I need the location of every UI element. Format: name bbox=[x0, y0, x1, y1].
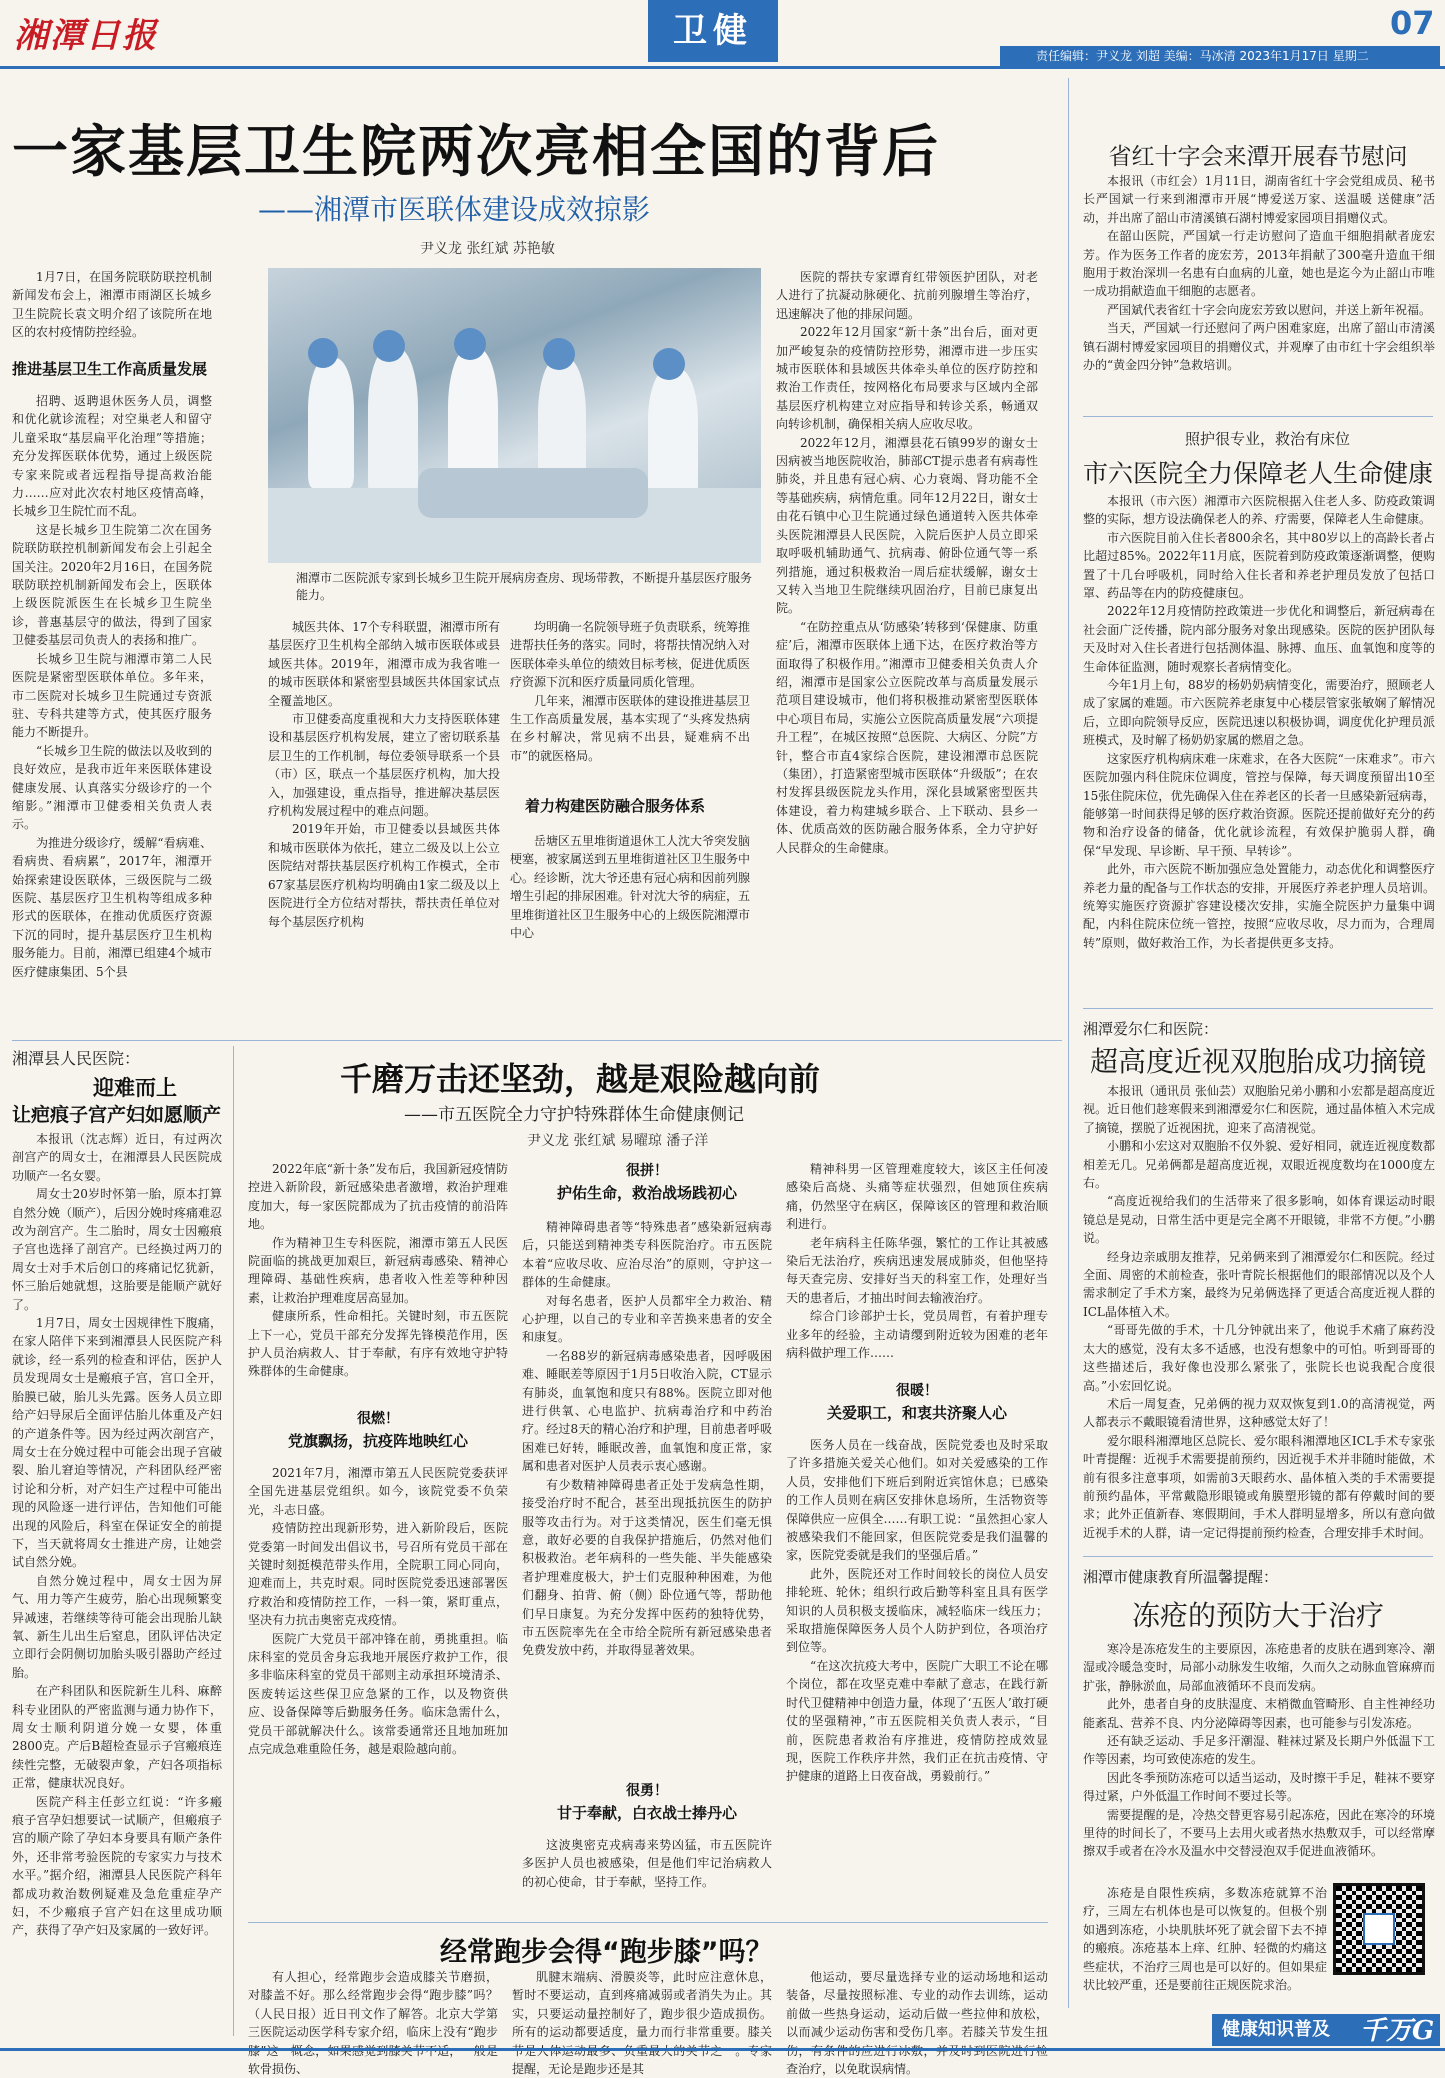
paragraph: 还有缺乏运动、手足多汗潮湿、鞋袜过紧及长期户外低温下工作等因素，均可致使冻疮的发生。 bbox=[1083, 1734, 1435, 1767]
middle-lower-heading-3: 甘于奉献，白衣战士捧丹心 bbox=[556, 1804, 737, 1822]
right-article-4-kicker: 湘潭市健康教育所温馨提醒： bbox=[1083, 1568, 1279, 1586]
paragraph: 老年病科主任陈华强，繁忙的工作让其被感染后无法治疗，疾病迅速发展成肺炎，但他坚持每天查完房、安排好当天的科室工作，处理好当天的患者后，才抽出时间去输液治疗。 bbox=[786, 1235, 1048, 1305]
middle-lower-emph-4: 很暖！ bbox=[896, 1383, 938, 1399]
lead-section-heading-1: 推进基层卫生工作高质量发展 bbox=[12, 360, 208, 378]
qr-code-center-logo bbox=[1363, 1913, 1395, 1945]
paragraph: 他运动，要尽量选择专业的运动场地和运动装备，尽量按照标准、专业的动作去训练，运动前做一些热身运动，运动后做一些拉伸和放松，以而减少运动伤害和受伤几率。若膝关节发生扭 查治疗，以免耽误病情。 bbox=[786, 1970, 1048, 2077]
paragraph: 长城乡卫生院与湘潭市第二人民医院是紧密型医联体单位。多年来，市二医院对长城乡卫生院通过专资派驻、专科共建等方式，使其医疗服务能力不断提升。 bbox=[12, 651, 212, 740]
paragraph: 一名88岁的新冠病毒感染患者，因呼吸困难、睡眠差等原因于1月5日收治入院，CT显示有肺炎，血氧饱和度只有88%。医院立即对他进行供氧、心电监护、抗病毒治疗和中药治疗。经过8天的精心治疗和护理，目前患者呼吸困难已好转，睡眠改善，血氧饱和度正常，家属和患者对医护人员表示衷心感谢。 bbox=[522, 1348, 772, 1474]
middle-lower-subtitle: ——市五医院全力守护特殊群体生命健康侧记 bbox=[404, 1105, 744, 1125]
paragraph: 这家医疗机构病床难一床难求，在各大医院“一床难求”。市六医院加强内科住院床位调度，管控与保障，每天调度预留出10至15张住院床位，优先确保入住在养老区的长者一旦感染新冠病毒，能够第一时间获得足够的医疗救治资源。医院还提前做好充分的药物和治疗设备的储备，优化就诊流程，有效保护脆弱人群，确保“早发现、早诊断、早干预、早转诊”。 bbox=[1083, 751, 1435, 858]
column-divider bbox=[1068, 78, 1069, 2008]
paragraph: 此外，患者自身的皮肤湿度、末梢微血管畸形、自主性神经功能紊乱、营养不良、内分泌障碍等因素，也可能参与引发冻疮。 bbox=[1083, 1697, 1435, 1730]
top-rule bbox=[0, 66, 1445, 69]
lead-subtitle: ——湘潭市医联体建设成效掠影 bbox=[258, 193, 651, 226]
left-lower-title-2: 让疤痕子宫产妇如愿顺产 bbox=[12, 1104, 222, 1126]
paragraph: “长城乡卫生院的做法以及收到的良好效应，是我市近年来医联体建设健康发展、认真落实分级诊疗的一个缩影。”湘潭市卫健委相关负责人表示。 bbox=[12, 743, 212, 832]
right-article-1-title: 省红十字会来潭开展春节慰问 bbox=[1108, 144, 1408, 170]
bottom-article-title: 经常跑步会得“跑步膝”吗？ bbox=[440, 1937, 773, 1968]
right-article-4-body-b bbox=[1083, 1884, 1327, 2010]
paragraph: 医院的帮扶专家谭育红带领医护团队，对老人进行了抗凝动脉硬化、抗前列腺增生等治疗，迅速解决了他的排尿问题。 bbox=[776, 270, 1038, 321]
right-article-2-body bbox=[1083, 492, 1435, 1004]
lead-column-1 bbox=[12, 268, 212, 338]
footer-logo: 千万G bbox=[1360, 2016, 1435, 2046]
paragraph: 本报讯（市红会）1月11日，湖南省红十字会党组成员、秘书长严国斌一行来到湘潭市开展“博爱送万家、送温暖 送健康”活动，并出席了韶山市清溪镇石湖村博爱家园项目捐赠仪式。 bbox=[1083, 174, 1435, 225]
column-divider bbox=[233, 1046, 234, 2036]
lead-column-3b bbox=[510, 832, 750, 1032]
paragraph: 2019年开始，市卫健委以县域医共体和城市医联体为依托，建立二级及以上公立医院结对帮扶基层医疗机构工作模式，全市67家基层医疗机构均明确由1家二级及以上医院进行全方位结对帮扶，帮扶责任单位对每个基层医疗机构 bbox=[268, 822, 500, 929]
paragraph: “高度近视给我们的生活带来了很多影响，如体育课运动时眼镜总是晃动，日常生活中更是完全离不开眼镜，非常不方便。”小鹏说。 bbox=[1083, 1194, 1435, 1246]
paragraph: 招聘、返聘退休医务人员，调整和优化就诊流程；对空巢老人和留守儿童采取“基层扁平化治理”等措施；充分发挥医联体优势，通过上级医院专家来院或者远程指导提高救治能力……应对此次农村地区疫情高峰，长城乡卫生院忙而不乱。 bbox=[12, 394, 212, 519]
paragraph: 今年1月上旬，88岁的杨奶奶病情变化，需要治疗，照顾老人成了家属的难题。市六医院养老康复中心楼层管家张敏娴了解情况后，立即向院领导反应，医院迅速以积极协调，调度优化护理员派班模式，及时解了杨奶奶家属的燃眉之急。 bbox=[1083, 678, 1435, 748]
right-article-2-title: 市六医院全力保障老人生命健康 bbox=[1083, 459, 1434, 488]
lead-photo-caption: 湘潭市二医院派专家到长城乡卫生院开展病房查房、现场带教，不断提升基层医疗服务能力。 bbox=[268, 570, 761, 610]
paragraph: 2022年12月疫情防控政策进一步优化和调整后，新冠病毒在社会面广泛传播，院内部分服务对象出现感染。医院的医护团队每天及时对入住长者进行包括测体温、脉搏、血压、血氧饱和度等的生命体征监测，随时观察长者病情变化。 bbox=[1083, 604, 1435, 674]
paragraph: 寒冷是冻疮发生的主要原因，冻疮患者的皮肤在遇到寒冷、潮湿或冷暖急变时，局部小动脉发生收缩，久而久之动脉血管麻痹而扩张，静脉淤血，局部血液循环不良而发病。 bbox=[1083, 1642, 1435, 1693]
paragraph: 有少数精神障碍患者正处于发病急性期，接受治疗时不配合，甚至出现抵抗医生的防护服等攻击行为。对于这类情况，医生们毫无惧意，敢好必要的自我保护措施后，仍然对他们积极救治。老年病科的一些失能、半失能感染者护理难度极大，护士们克服种种困难，为他们翻身、拍背、俯（侧）卧位通气等，帮助他们早日康复。为充分发挥中医药的独特优势，市五医院率先在全市给全院所有新冠感染患者免费发放中药，并取得显著效果。 bbox=[522, 1477, 772, 1658]
middle-lower-col3 bbox=[786, 1160, 1048, 1372]
paragraph: 2022年12月国家“新十条”出台后，面对更加严峻复杂的疫情防控形势，湘潭市进一步压实城市医联体和县域医共体牵头单位的医疗防控和救治工作责任，按网格化布局要求与区域内全部基层医疗机构建立对应指导和转诊关系，畅通双向转诊机制，确保相关病人应收尽收。 bbox=[776, 325, 1038, 432]
paragraph: 本报讯（沈志辉）近日，有过两次剖宫产的周女士，在湘潭县人民医院成功顺产一名女婴。 bbox=[12, 1132, 222, 1183]
paragraph: 经身边亲戚朋友推荐，兄弟俩来到了湘潭爱尔仁和医院。经过全面、周密的术前检查，张叶青院长根据他们的眼部情况以及个人需求制定了手术方案，最终为兄弟俩选择了更适合高度近视人群的ICL晶体植入术。 bbox=[1083, 1249, 1435, 1319]
paragraph: 冻疮是自限性疾病，多数冻疮就算不治疗，三周左右机体也是可以恢复的。但极个别如遇到冻疮，小块肌肤坏死了就会留下去不掉的瘢痕。冻疮基本上痒、红肿、轻微的灼痛这些症状，不治疗三周也是可以好的。但如果症状比较严重，还是要前往正规医院求治。 bbox=[1083, 1886, 1327, 1993]
lead-intro: 1月7日，在国务院联防联控机制新闻发布会上，湘潭市雨湖区长城乡卫生院院长袁文明介绍了该院所在地区的农村疫情防控经验。 bbox=[12, 270, 212, 340]
section-divider bbox=[12, 1040, 1062, 1041]
paragraph: 疫情防控出现新形势，进入新阶段后，医院党委第一时间发出倡议书，号召所有党员干部在关键时刻挺模范带头作用，全院职工同心同向，迎难而上，共克时艰。同时医院党委迅速部署医疗救治和疫情防控工作，一科一策，紧盯重点，坚决有力抗击奥密克戎疫情。 bbox=[248, 1521, 508, 1628]
right-article-4-title: 冻疮的预防大于治疗 bbox=[1131, 1599, 1384, 1632]
left-lower-title-1: 迎难而上 bbox=[93, 1076, 177, 1100]
paragraph: 市卫健委高度重视和大力支持医联体建设和基层医疗机构发展，建立了密切联系基层卫生的工作机制，每位委领导联系一个县（市）区，联点一个基层医疗机构，加大投入，加强建设，重点指导，推进解决基层医疗机构发展过程中的难点问题。 bbox=[268, 712, 500, 819]
paragraph: 作为精神卫生专科医院，湘潭市第五人民医院面临的挑战更加艰巨，新冠病毒感染、精神心理障碍、基础性疾病，患者收入性差等种种因素，让救治护理难度居高显加。 bbox=[248, 1235, 508, 1305]
middle-lower-col2 bbox=[522, 1218, 772, 1773]
right-divider bbox=[1083, 416, 1433, 417]
lead-column-4 bbox=[776, 268, 1038, 1033]
left-lower-body bbox=[12, 1130, 222, 2035]
paragraph: “在这次抗疫大考中，医院广大职工不论在哪个岗位，都在攻坚克难中奉献了意志，在践行新时代卫健精神中创造力量，体现了‘五医人’敢打硬仗的坚强精神，”市五医院相关负责人表示，“目前，医院患者救治有序推进，疫情防控成效显现，医院工作秩序井然，我们正在抗击疫情、守护健康的道路上日夜奋战，勇毅前行。” bbox=[786, 1658, 1048, 1784]
middle-lower-emph-2: 很拼！ bbox=[626, 1163, 668, 1179]
paragraph: 2022年12月，湘潭县花石镇99岁的谢女士因病被当地医院收治，肺部CT提示患者有病毒性肺炎，并且患有冠心病、心力衰竭、肾功能不全等基础疾病，病情危重。同年12月22日，谢女士由花石镇中心卫生院通过绿色通道转入医共体牵头医院湘潭县人民医院，入院后医护人员立即采取呼吸机辅助通气、抗病毒、俯卧位通气等一系列措施，通过积极救治一周后症状缓解，谢女士又转入当地卫生院继续巩固治疗，目前已康复出院。 bbox=[776, 435, 1038, 616]
paragraph: 爱尔眼科湘潭地区总院长、爱尔眼科湘潭地区ICL手术专家张叶青提醒：近视手术需要提前预约，因近视手术并非随时能做，术前有很多注意事项，如需前3天眼药水、晶体植入类的手术需要提前预约晶体，平常戴隐形眼镜或角膜塑形镜的都有停戴时间的要求；此外正值新春、寒假期间，手术人群明显增多，所以有意向做近视手术的人群，请一定记得提前预约检查，合理安排手术时间。 bbox=[1083, 1433, 1435, 1540]
paragraph: 城医共体、17个专科联盟，湘潭市所有基层医疗卫生机构全部纳入城市医联体或县域医共体。2019年，湘潭市成为我省唯一的城市医联体和紧密型县域医共体国家试点全覆盖地区。 bbox=[268, 620, 500, 708]
middle-lower-col1 bbox=[248, 1160, 508, 1400]
page-number: 07 bbox=[1390, 4, 1435, 42]
paragraph: 岳塘区五里堆街道退休工人沈大爷突发脑梗塞，被家属送到五里堆街道社区卫生服务中心。经诊断，沈大爷还患有冠心病和因前列腺增生引起的排尿困难。针对沈大爷的病症，五里堆街道社区卫生服务中心的上级医院湘潭市中心 bbox=[510, 834, 751, 941]
right-article-3-body bbox=[1083, 1082, 1435, 1550]
editor-line: 责任编辑：尹义龙 刘超 美编：马冰清 2023年1月17日 星期二 bbox=[1000, 46, 1440, 66]
paragraph: 术后一周复查，兄弟俩的视力双双恢复到1.0的高清视觉，两人都表示不戴眼镜看清世界，这种感觉太好了！ bbox=[1083, 1396, 1435, 1430]
paragraph: 市六医院目前入住长者800余名，其中80岁以上的高龄长者占比超过85%。2022年11月底，医院着到防疫政策逐渐调整，便购置了十几台呼吸机，同时给入住长者和养老护理员发放了包括口罩、药品等在内的防疫健康包。 bbox=[1083, 530, 1435, 601]
paragraph: 医务人员在一线奋战，医院党委也及时采取了许多措施关爱关心他们。如对关爱感染的工作人员，安排他们下班后到附近宾馆休息；已感染的工作人员则在病区安排休息场所，生活物资等保障供应一应俱全……有职工说：“虽然担心家人被感染我们不能回家，但医院党委是我们温馨的家，医院党委就是我们的坚强后盾。” bbox=[786, 1438, 1048, 1563]
bottom-article-col2 bbox=[512, 1968, 772, 2077]
right-article-2-kicker: 照护很专业，救治有床位 bbox=[1185, 430, 1351, 448]
masthead-logo: 湘潭日报 bbox=[14, 16, 158, 56]
paragraph: “哥哥先做的手术，十几分钟就出来了，他说手术痛了麻药没太大的感觉，没有太多不适感，也没有想象中的可怕。听到哥哥的这些描述后，我好像也没那么紧张了，张院长也说我配合度很高。”小宏回忆说。 bbox=[1083, 1323, 1435, 1393]
paragraph: 此外，市六医院不断加强应急处置能力，动态优化和调整医疗养老力量的配备与工作状态的安排，开展医疗养老护理人员培训。统筹实施医疗资源扩容建设楼次安排，实施全院医护力量集中调配，内科住院床位统一管控，按照“应收尽收，尽力而为，合理周转”原则，做好救治工作，为长者提供更多支持。 bbox=[1083, 862, 1435, 950]
footer-banner: 健康知识普及 bbox=[1212, 2014, 1440, 2046]
right-article-4-body bbox=[1083, 1640, 1435, 1882]
paragraph: 1月7日，周女士因规律性下腹痛，在家人陪伴下来到湘潭县人民医院产科就诊，经一系列的检查和评估，医护人员发现周女士是瘢痕子宫，宫口全开，胎膜已破，胎儿头先露。医务人员立即给产妇导尿后全面评估胎儿体重及产妇的产道条件等。因为经过两次剖宫产，周女士在分娩过程中可能会出现子宫破裂、胎儿窘迫等情况，产科团队经严密讨论和分析，对产妇生产过程中可能出现的风险逐一进行评估，告知他们可能出现的风险后，科室在保证安全的前提下，当天就将周女士推进产房，让她尝试自然分娩。 bbox=[12, 1316, 222, 1570]
paragraph: 精神科男一区管理难度较大，该区主任何凌感染后高烧、头痛等症状强烈，但她顶住疾病痛，仍然坚守在病区，保障该区的管理和救治顺利进行。 bbox=[786, 1162, 1048, 1232]
lead-column-2 bbox=[268, 618, 500, 1033]
middle-lower-heading-4: 关爱职工，和衷共济聚人心 bbox=[826, 1404, 1007, 1422]
section-tab: 卫健 bbox=[648, 0, 778, 62]
middle-lower-emph-3: 很勇！ bbox=[626, 1783, 668, 1799]
paragraph: 精神障碍患者等“特殊患者”感染新冠病毒后，只能送到精神类专科医院治疗。市五医院本着“应收尽收、应治尽治”的原则，守护这一群体的生命健康。 bbox=[522, 1220, 772, 1290]
paragraph: 有人担心，经常跑步会造成膝关节磨损，对膝盖不好。那么经常跑步会得“跑步膝”吗？（人民日报）近日刊文作了解答。北京大学第三医院运动医学科专家介绍，临床上没有“跑步 软骨损伤、 bbox=[248, 1970, 498, 2077]
lead-section-heading-2: 着力构建医防融合服务体系 bbox=[525, 797, 706, 815]
middle-lower-emph-1: 很燃！ bbox=[357, 1411, 399, 1427]
section-divider bbox=[248, 1922, 1048, 1923]
paragraph: 需要提醒的是，冷热交替更容易引起冻疮，因此在寒冷的环境里待的时间长了，不要马上去用火或者热水热敷双手，可以经常摩擦双手或者在冷水及温水中交替浸泡双手促进血液循环。 bbox=[1083, 1807, 1435, 1859]
paragraph: 在韶山医院，严国斌一行走访慰问了造血干细胞捐献者庞宏芳。作为医务工作者的庞宏芳，2013年捐献了300毫升造血干细胞用于救治深圳一名患有白血病的儿童，她也是迄今为止韶山市唯一成功捐献造血干细胞的志愿者。 bbox=[1083, 229, 1435, 299]
paragraph: 严国斌代表省红十字会向庞宏芳致以慰问，并送上新年祝福。 bbox=[1107, 302, 1432, 317]
bottom-article-col1 bbox=[248, 1968, 498, 2077]
middle-lower-title: 千磨万击还坚劲，越是艰险越向前 bbox=[340, 1060, 821, 1098]
lead-byline: 尹义龙 张红斌 苏艳敏 bbox=[420, 241, 555, 257]
bottom-rule bbox=[0, 2048, 1445, 2051]
paragraph: 2021年7月，湘潭市第五人民医院党委获评全国先进基层党组织。如今，该院党委不负荣光，斗志日盛。 bbox=[248, 1466, 508, 1517]
paragraph: 肌腱末端病、滑膜炎等，此时应注意休息，暂时不要运动，直到疼痛减弱或者消失为止。其实，只要运动量控制好了，跑步很少造成损伤。所有的运动都要适度，量力而行非常重要。膝关 提醒，无论是跑步还是其 bbox=[512, 1970, 772, 2077]
paragraph: 在产科团队和医院新生儿科、麻醉科专业团队的严密监测与通力协作下，周女士顺利阴道分娩一女婴，体重2800克。产后B超检查显示子宫瘢痕连续性完整，无破裂声象，产妇各项指标正常，健康状况良好。 bbox=[12, 1684, 222, 1791]
middle-lower-byline: 尹义龙 张红斌 易曜琼 潘子洋 bbox=[527, 1133, 709, 1149]
paragraph: 当天，严国斌一行还慰问了两户困难家庭，出席了韶山市清溪镇石湖村博爱家园项目的捐赠仪式，并观摩了由市红十字会组织举办的“黄金四分钟”急救培训。 bbox=[1083, 321, 1435, 373]
paragraph: 因此冬季预防冻疮可以适当运动，及时擦干手足，鞋袜不要穿得过紧，户外低温工作时间不要过长等。 bbox=[1083, 1770, 1435, 1804]
right-article-1-body bbox=[1083, 172, 1435, 422]
lead-column-3 bbox=[510, 618, 750, 783]
right-divider bbox=[1083, 1556, 1433, 1557]
middle-lower-heading-2: 护佑生命，救治战场践初心 bbox=[556, 1184, 737, 1202]
paragraph: 医院广大党员干部冲锋在前，勇挑重担。临床科室的党员舍身忘我地开展医疗救护工作，很多非临床科室的党员干部则主动承担环境清杀、医废转运这些保卫应急紧的工作，以及物资供应、设备保障等后勤服务任务。临床急需什么，党员干部就解决什么。该常委通常还且地加班加点完成急难重险任务，越是艰险越向前。 bbox=[248, 1631, 508, 1757]
paragraph: 几年来，湘潭市医联体的建设推进基层卫生工作高质量发展，基本实现了“头疼发热病在乡村解决，常见病不出县，疑难病不出市”的就医格局。 bbox=[510, 693, 751, 763]
paragraph: 医院产科主任彭立红说：“许多瘢痕子宫孕妇想要试一试顺产，但瘢痕子宫的顺产除了孕妇本身要具有顺产条件外，还非常考验医院的专家实力与技术水平。”据介绍，湘潭县人民医院产科年都成功救治数例疑难及急危重症孕产妇，不少瘢痕子宫产妇在这里成功顺产，获得了孕产妇及家属的一致好评。 bbox=[12, 1794, 222, 1938]
paragraph: 健康所系，性命相托。关键时刻，市五医院上下一心，党员干部充分发挥先锋模范作用，医护人员治病救人、甘于奉献，有序有效地守护特殊群体的生命健康。 bbox=[248, 1309, 508, 1379]
paragraph: 自然分娩过程中，周女士因为屏气、用力等产生疲劳，胎心出现频繁变异减速，若继续等待可能会出现胎儿缺氧、新生儿出生后窒息，团队评估决定立即行会阴侧切加胎头吸引器助产经过胎。 bbox=[12, 1573, 222, 1680]
paragraph: 这是长城乡卫生院第二次在国务院联防联控机制新闻发布会上引起全国关注。2020年2月16日，在国务院联防联控机制新闻发布会上，医联体上级医院派医生在长城乡卫生院坐诊，普惠基层守的做法，得到了国家卫健委基层司负责人的表扬和推广。 bbox=[12, 522, 212, 648]
paragraph: 综合门诊部护士长，党员周哲，有着护理专业多年的经验，主动请缨到附近较为困难的老年病科做护理工作…… bbox=[786, 1309, 1048, 1361]
paragraph: “在防控重点从‘防感染’转移到‘保健康、防重症’后，湘潭市医联体上通下达，在医疗救治等方面取得了积极作用。”湘潭市卫健委相关负责人介绍，湘潭市是国家公立医院改革与高质量发展示范项目建设城市，他们将积极推动紧密型医联体中心项目布局，实施公立医院高质量发展“六项提升工程”，在城区按照“总医院、大病区、分院”方针，整合市直4家综合医院，建设湘潭市总医院（集团），打造紧密型城市医联体“升级版”；在农村发挥县级医院龙头作用，深化县域紧密型医共体建设，着力构建城乡联合、上下联动、县乡一体、优质高效的医防融合服务体系，全力守护好人民群众的生命健康。 bbox=[776, 619, 1038, 855]
paragraph: 均明确一名院领导班子负责联系，统筹推进帮扶任务的落实。同时，将帮扶情况纳入对医联体牵头单位的绩效目标考核，促进优质医疗资源下沉和医疗质量同质化管理。 bbox=[510, 620, 751, 690]
bottom-article-col3 bbox=[786, 1968, 1048, 2077]
paragraph: 本报讯（市六医）湘潭市六医院根据入住老人多、防疫政策调整的实际，想方设法确保老人的养、疗需要，保障老人生命健康。 bbox=[1083, 494, 1435, 527]
lead-column-1b bbox=[12, 392, 212, 1032]
lead-title: 一家基层卫生院两次亮相全国的背后 bbox=[12, 119, 940, 185]
middle-lower-col3b bbox=[786, 1436, 1048, 1916]
middle-lower-heading-1: 党旗飘扬，抗疫阵地映红心 bbox=[287, 1432, 468, 1450]
right-article-3-kicker: 湘潭爱尔仁和医院： bbox=[1083, 1020, 1219, 1038]
paragraph: 为推进分级诊疗，缓解“看病难、看病贵、看病累”，2017年，湘潭开始探索建设医联体，三级医院与二级医院、基层医疗卫生机构等组成多种形式的医联体，在推动优质医疗资源下沉的同时，提升基层医疗卫生机构服务能力。目前，湘潭已组建4个城市医疗健康集团、5个县 bbox=[12, 835, 212, 979]
paragraph: 周女士20岁时怀第一胎，原本打算自然分娩（顺产），后因分娩时疼痛难忍改为剖宫产。生二胎时，周女士因瘢痕子宫也选择了剖宫产。已经换过两刀的周女士对手术后创口的疼痛记忆犹新，怀三胎后她就想，这胎要是能顺产就好了。 bbox=[12, 1187, 223, 1312]
left-lower-kicker: 湘潭县人民医院： bbox=[12, 1049, 141, 1068]
paragraph: 此外，医院还对工作时间较长的岗位人员安排轮班、轮休；组织行政后勤等科室且具有医学知识的人员积极支援临床，减轻临床一线压力；采取措施保障医务人员个人防护到位，各项治疗到位等。 bbox=[786, 1566, 1048, 1655]
paragraph: 小鹏和小宏这对双胞胎不仅外貌、爱好相同，就连近视度数都相差无几。兄弟俩都是超高度近视，双眼近视度数均在1000度左右。 bbox=[1083, 1139, 1435, 1191]
right-article-3-title: 超高度近视双胞胎成功摘镜 bbox=[1089, 1045, 1426, 1078]
paragraph: 本报讯（通讯员 张仙芸）双胞胎兄弟小鹏和小宏都是超高度近视。近日他们趁寒假来到湘潭爱尔仁和医院，通过晶体植入术完成了摘镜，摆脱了近视困扰，迎来了高清视觉。 bbox=[1083, 1084, 1435, 1135]
lead-photo bbox=[268, 268, 761, 563]
right-divider bbox=[1083, 1008, 1433, 1009]
paragraph: 对每名患者，医护人员都牢全力救治、精心护理，以自己的专业和辛苦换来患者的安全和康复。 bbox=[522, 1293, 772, 1345]
middle-lower-col2b bbox=[522, 1836, 772, 1916]
paragraph: 这波奥密克戎病毒来势凶猛，市五医院许多医护人员也被感染，但是他们牢记治病救人的初心使命，甘于奉献，坚持工作。 bbox=[522, 1838, 772, 1889]
paragraph: 2022年底“新十条”发布后，我国新冠疫情防控进入新阶段，新冠感染患者激增，救治护理难度加大，每一家医院都成为了抗击疫情的前沿阵地。 bbox=[248, 1162, 508, 1232]
